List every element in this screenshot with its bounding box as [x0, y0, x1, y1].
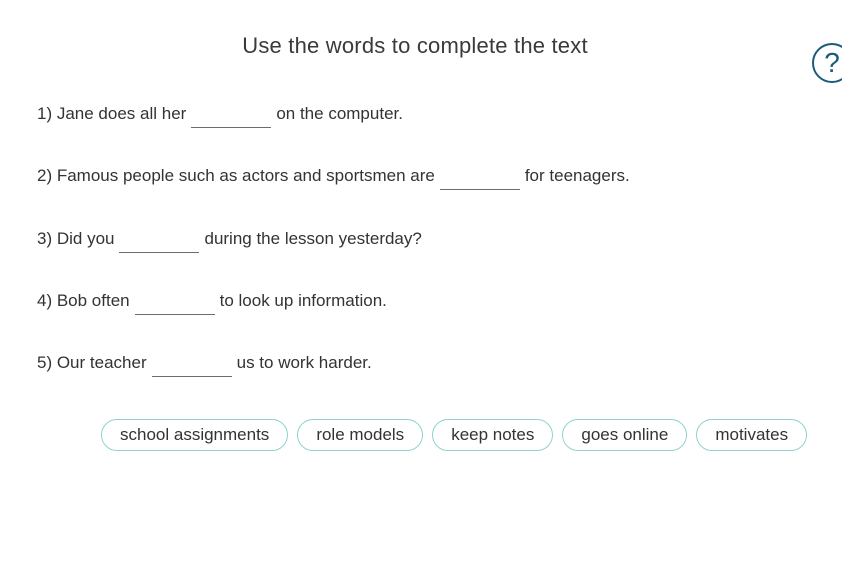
- sentence-5-before: 5) Our teacher: [37, 353, 147, 372]
- sentence-2: [37, 165, 630, 190]
- word-chip-keep-notes[interactable]: keep notes: [432, 419, 553, 451]
- sentence-5: [37, 352, 372, 377]
- word-chip-school-assignments[interactable]: school assignments: [101, 419, 288, 451]
- exercise-title: Use the words to complete the text: [242, 33, 588, 58]
- help-question-icon: ?: [824, 47, 840, 78]
- sentence-4: [37, 290, 387, 315]
- blank-4[interactable]: [135, 290, 215, 315]
- sentence-1-before: 1) Jane does all her: [37, 104, 187, 123]
- sentence-2-before: 2) Famous people such as actors and sportsmen are: [37, 166, 435, 185]
- sentence-1-after: on the computer.: [276, 104, 403, 123]
- sentence-3-after: during the lesson yesterday?: [204, 229, 422, 248]
- sentence-4-after: to look up information.: [219, 291, 387, 310]
- word-chip-goes-online[interactable]: goes online: [562, 419, 687, 451]
- sentence-1: [37, 103, 403, 128]
- blank-2[interactable]: [440, 165, 520, 190]
- word-chip-motivates[interactable]: motivates: [696, 419, 807, 451]
- word-bank: [101, 419, 807, 451]
- sentence-3: [37, 228, 422, 253]
- help-button[interactable]: [812, 43, 842, 83]
- sentence-2-after: for teenagers.: [524, 166, 630, 185]
- blank-5[interactable]: [152, 352, 232, 377]
- word-chip-role-models[interactable]: role models: [297, 419, 423, 451]
- sentence-5-after: us to work harder.: [236, 353, 372, 372]
- blank-3[interactable]: [119, 228, 199, 253]
- blank-1[interactable]: [191, 103, 271, 128]
- sentence-4-before: 4) Bob often: [37, 291, 130, 310]
- sentence-3-before: 3) Did you: [37, 229, 115, 248]
